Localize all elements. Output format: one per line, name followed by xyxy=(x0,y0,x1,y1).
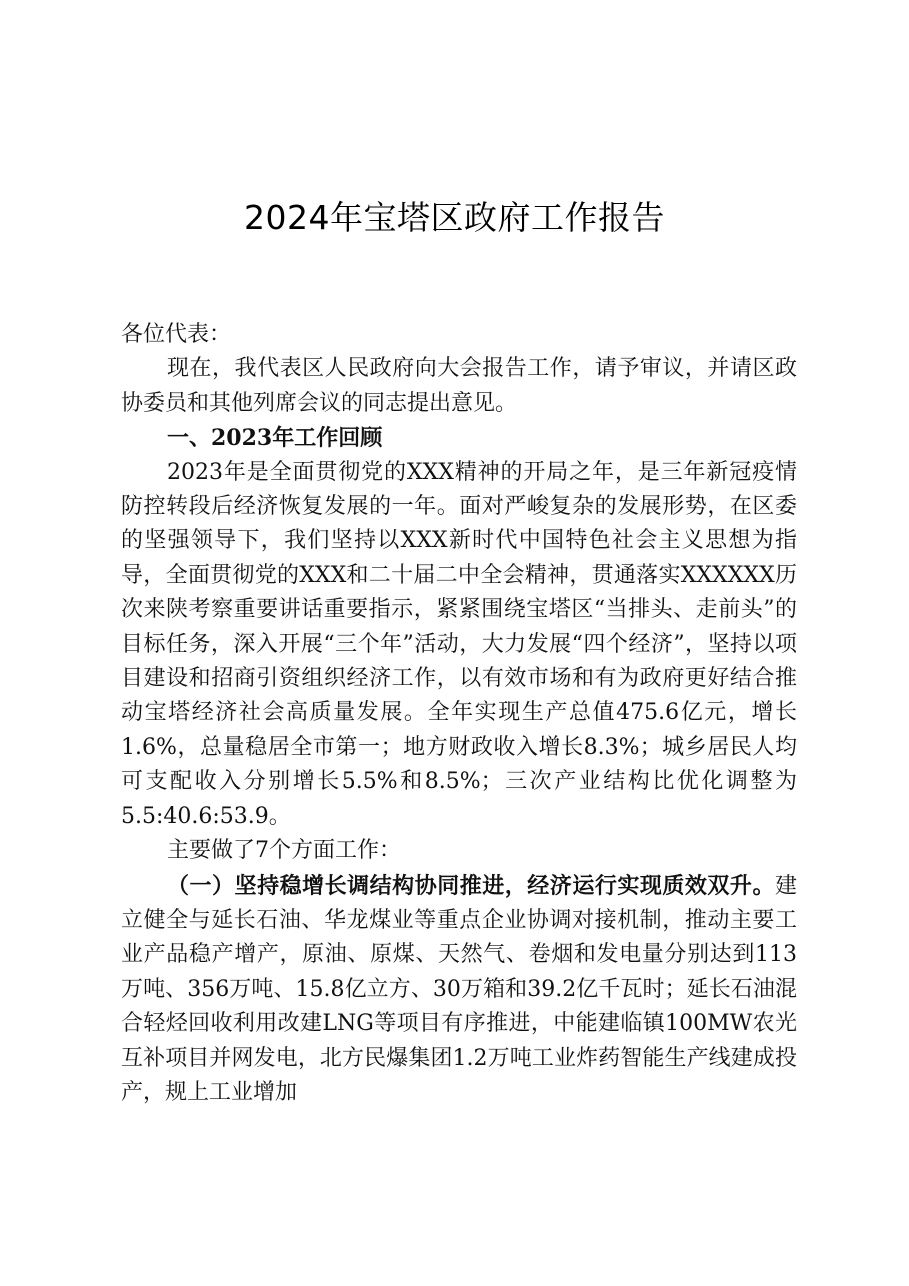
document-body xyxy=(121,318,797,1110)
item-1-text: 建立健全与延长石油、华龙煤业等重点企业协调对接机制，推动主要工业产品稳产增产，原油、原煤、天然气、卷烟和发电量分别达到113万吨、356万吨、15.8亿立方、30万箱和39.2亿千瓦时；延长石油混合轻烃回收利用改建LNG等项目有序推进，中能建临镇100MW农光互补项目并网发电，北方民爆集团1.2万吨工业炸药智能生产线建成投产，规上工业增加 xyxy=(121,873,797,1105)
item-1-heading: （一）坚持稳增长调结构协同推进，经济运行实现质效双升。 xyxy=(167,872,775,899)
review-paragraph: 2023年是全面贯彻党的XXX精神的开局之年，是三年新冠疫情防控转段后经济恢复发展的一年。面对严峻复杂的发展形势，在区委的坚强领导下，我们坚持以XXX新时代中国特色社会主义思想为指导，全面贯彻党的XXX和二十届二中全会精神，贯通落实XXXXXX历次来陕考察重要讲话重要指示，紧紧围绕宝塔区“当排头、走前头”的目标任务，深入开展“三个年”活动，大力发展“四个经济”，坚持以项目建设和招商引资组织经济工作，以有效市场和有为政府更好结合推动宝塔经济社会高质量发展。全年实现生产总值475.6亿元，增长1.6%，总量稳居全市第一；地方财政收入增长8.3%；城乡居民人均可支配收入分别增长5.5%和8.5%；三次产业结构比优化调整为5.5:40.6:53.9。 xyxy=(121,459,797,829)
document-title: 2024年宝塔区政府工作报告 xyxy=(244,198,665,237)
salutation: 各位代表： xyxy=(121,322,232,347)
intro-paragraph: 现在，我代表区人民政府向大会报告工作，请予审议，并请区政协委员和其他列席会议的同志提出意见。 xyxy=(121,356,797,416)
section-heading: 一、2023年工作回顾 xyxy=(167,425,383,452)
work-summary: 主要做了7个方面工作： xyxy=(167,838,401,864)
item-1-paragraph xyxy=(121,869,797,1111)
